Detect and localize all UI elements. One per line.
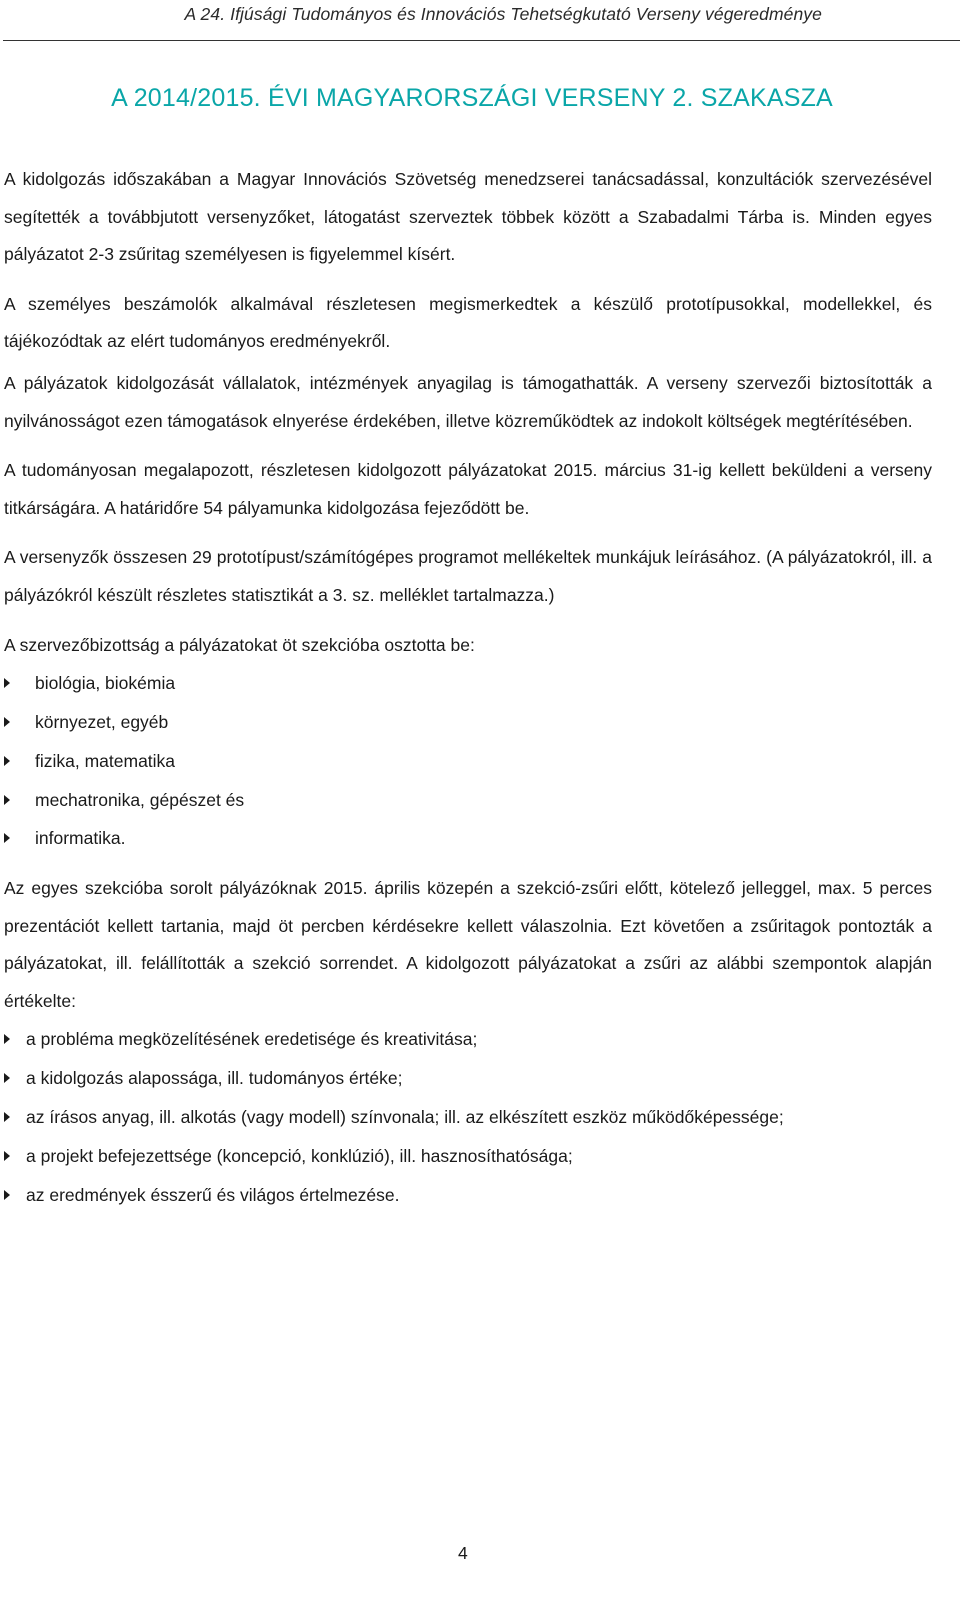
list-item-text: az eredmények ésszerű és világos értelmezése. — [26, 1184, 400, 1205]
list-item-text: informatika. — [35, 828, 126, 849]
list-item — [4, 819, 932, 858]
document-body — [4, 80, 932, 1214]
bullet-icon — [4, 678, 10, 688]
paragraph-prototypes: A versenyzők összesen 29 prototípust/számítógépes programot mellékeltek munkájuk leírásához. (A pályázatokról, ill. a pályázókról készült részletes statisztikát a 3. sz. melléklet tartalmazza.) — [4, 547, 932, 605]
list-item — [4, 1020, 932, 1059]
list-item — [4, 1059, 932, 1098]
paragraph-support: A pályázatok kidolgozását vállalatok, intézmények anyagilag is támogathatták. A verseny szervezői biztosították a nyilvánosságot ezen támogatások elnyerése érdekében, illetve közreműködtek az indokolt költségek megtérítésében. — [4, 372, 932, 431]
bullet-icon — [4, 833, 10, 843]
bullet-icon — [4, 1073, 10, 1083]
paragraph-sections-intro: A szervezőbizottság a pályázatokat öt szekcióba osztotta be: — [4, 634, 475, 655]
running-title: A 24. Ifjúsági Tudományos és Innovációs Tehetségkutató Verseny végeredménye — [184, 4, 822, 24]
bullet-icon — [4, 756, 10, 766]
list-item-text: az írásos anyag, ill. alkotás (vagy modell) színvonala; ill. az elkészített eszköz működőképessége; — [26, 1107, 784, 1128]
list-item — [4, 781, 932, 820]
paragraph-reports: A személyes beszámolók alkalmával részletesen megismerkedtek a készülő prototípusokkal, modellekkel, és tájékozódtak az elért tudományos eredményekről. — [4, 293, 932, 352]
paragraph-deadline: A tudományosan megalapozott, részletesen kidolgozott pályázatokat 2015. március 31-ig kellett beküldeni a verseny titkárságára. A határidőre 54 pályamunka kidolgozása fejeződött be. — [4, 460, 932, 518]
criteria-list — [4, 1020, 932, 1214]
list-item-text: a probléma megközelítésének eredetisége és kreativitása; — [26, 1029, 478, 1050]
list-item-text: környezet, egyéb — [35, 711, 169, 732]
list-item — [4, 703, 932, 742]
header-rule — [3, 40, 960, 41]
paragraph-consultation: A kidolgozás időszakában a Magyar Innovációs Szövetség menedzserei tanácsadással, konzultációk szervezésével segítették a továbbjutott versenyzőket, látogatást szerveztek többek között a Szabadalmi Tárba is. Minden egyes pályázatot 2-3 zsűritag személyesen is figyelemmel kísért. — [4, 169, 932, 265]
section-title: A 2014/2015. ÉVI MAGYARORSZÁGI VERSENY 2. SZAKASZA — [111, 84, 833, 112]
page-header — [0, 0, 960, 44]
list-item-text: fizika, matematika — [35, 750, 176, 771]
bullet-icon — [4, 1151, 10, 1161]
list-item-text: biológia, biokémia — [35, 673, 176, 694]
list-item — [4, 742, 932, 781]
list-item — [4, 1137, 932, 1176]
bullet-icon — [4, 717, 10, 727]
list-item-text: a kidolgozás alapossága, ill. tudományos értéke; — [26, 1068, 403, 1089]
sections-list — [4, 664, 932, 858]
list-item-text: a projekt befejezettsége (koncepció, konklúzió), ill. hasznosíthatósága; — [26, 1145, 573, 1166]
bullet-icon — [4, 1112, 10, 1122]
list-item — [4, 664, 932, 703]
page-number: 4 — [458, 1543, 468, 1563]
bullet-icon — [4, 795, 10, 805]
list-item-text: mechatronika, gépészet és — [35, 789, 245, 810]
list-item — [4, 1098, 932, 1137]
list-item — [4, 1176, 932, 1215]
paragraph-evaluation: Az egyes szekcióba sorolt pályázóknak 2015. április közepén a szekció-zsűri előtt, kötelező jelleggel, max. 5 perces prezentációt kellett tartania, majd öt percben kérdésekre kellett válaszolnia. Ezt követően a zsűritagok pontozták a pályázatokat, ill. felállították a szekció sorrendet. A kidolgozott pályázatokat a zsűri az alábbi szempontok alapján értékelte: — [4, 878, 932, 1011]
bullet-icon — [4, 1034, 10, 1044]
bullet-icon — [4, 1190, 10, 1200]
